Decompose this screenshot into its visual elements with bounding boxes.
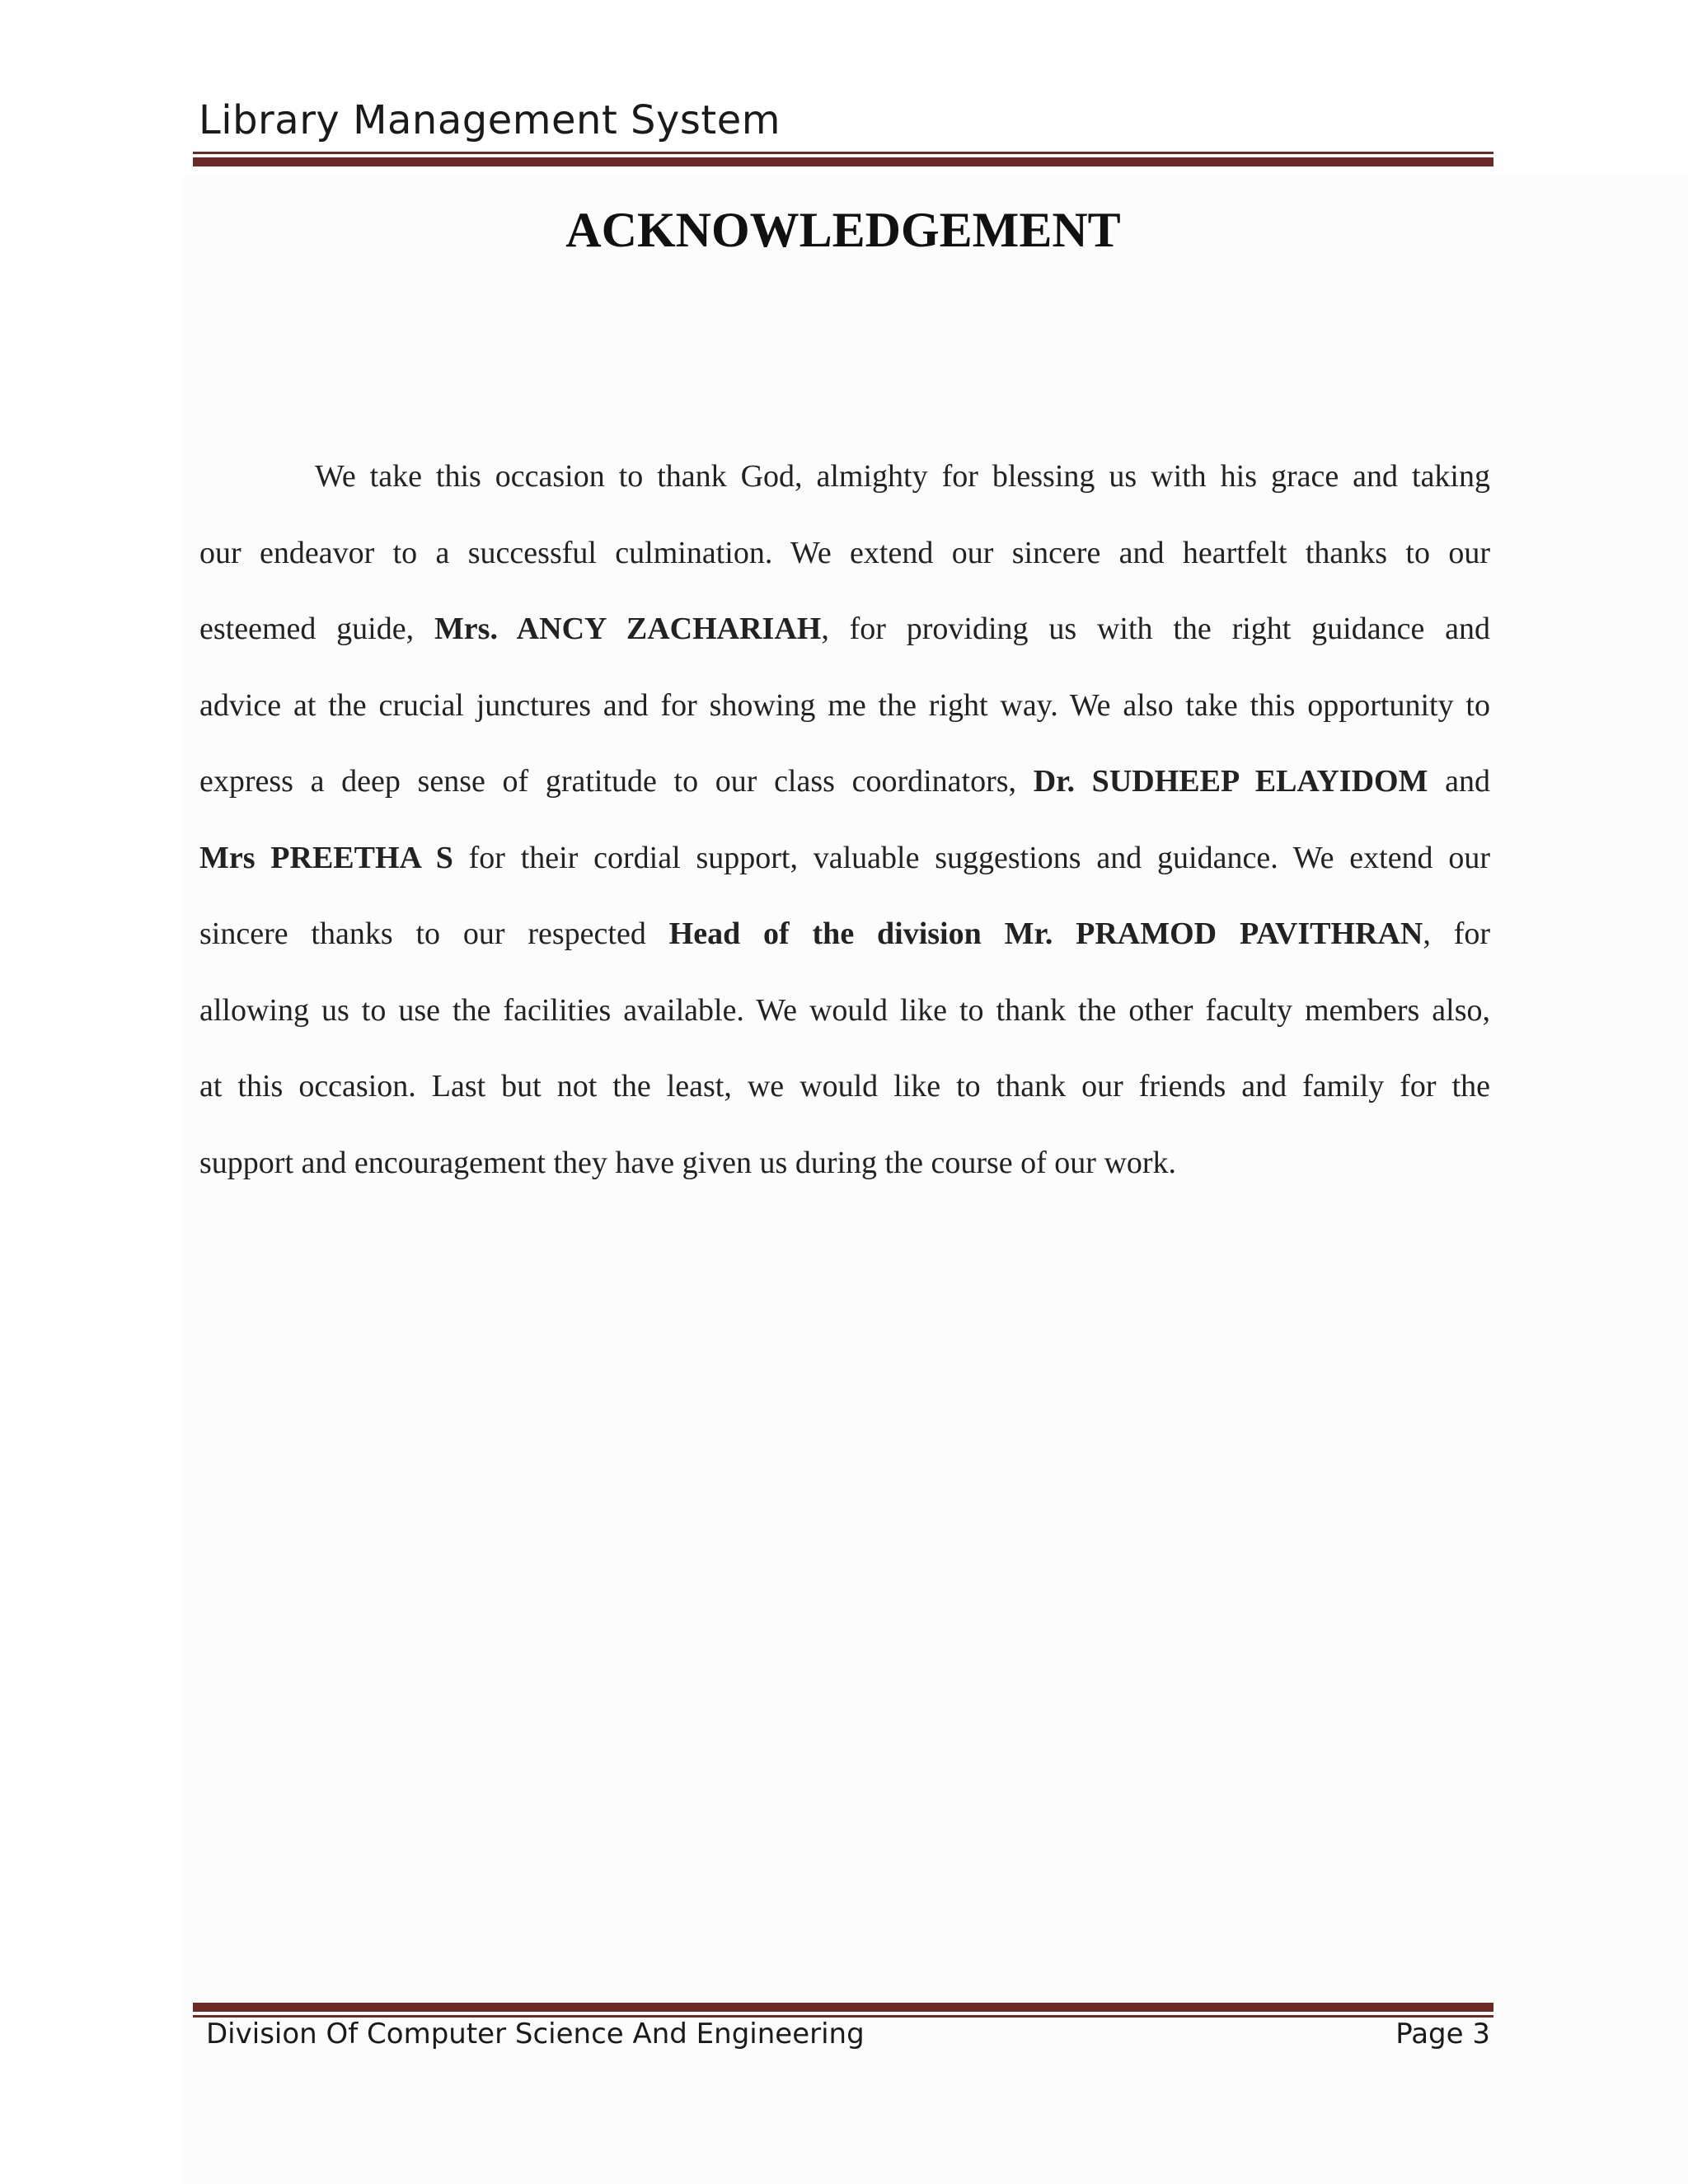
bold-name-text: Mrs. ANCY ZACHARIAH [434,612,822,646]
paragraph-line [199,1137,1490,1214]
paragraph-line [199,756,1490,832]
bold-name-text: Mrs PREETHA S [199,840,453,875]
footer-page-number: Page 3 [1395,2018,1490,2050]
paragraph-text: express a deep sense of gratitude to our class coordinators, [199,764,1034,799]
paragraph-text: our endeavor to a successful culmination. We extend our sincere and heartfelt thanks to our [199,535,1490,570]
paragraph-line [199,680,1490,757]
paragraph-line [199,527,1490,604]
paragraph-line [199,451,1490,527]
acknowledgement-paragraph [199,451,1490,1213]
paragraph-text: and [1428,764,1490,799]
page-heading: ACKNOWLEDGEMENT [565,203,1121,257]
paragraph-line [199,1061,1490,1137]
footer-rule-thick [193,2003,1493,2012]
header-rule-thick [193,157,1493,166]
paragraph-text: , for providing us with the right guidance and [821,612,1491,646]
paragraph-text: sincere thanks to our respected [199,916,669,951]
header-title: Library Management System [199,97,781,143]
paragraph-text: for their cordial support, valuable suggestions and guidance. We extend our [452,840,1491,875]
paragraph-text: esteemed guide, [199,612,434,646]
paragraph-text: at this occasion. Last but not the least, we would like to thank our friends and family for the [199,1069,1490,1104]
paragraph-line [199,908,1490,985]
paragraph-line [199,832,1490,909]
bold-name-text: Head of the division Mr. PRAMOD PAVITHRAN [668,916,1423,951]
header-rule-thin [193,152,1493,154]
paragraph-line [199,985,1490,1062]
footer-division: Division Of Computer Science And Engineering [206,2018,865,2050]
paragraph-text: We take this occasion to thank God, almighty for blessing us with his grace and taking [315,459,1490,494]
paragraph-text: support and encouragement they have given us during the course of our work. [199,1145,1177,1180]
paragraph-line [199,603,1490,680]
paragraph-text: advice at the crucial junctures and for showing me the right way. We also take this opportunity to [199,687,1490,723]
paragraph-text: allowing us to use the facilities available. We would like to thank the other faculty members also, [199,992,1490,1028]
paragraph-text: , for [1423,916,1490,951]
bold-name-text: Dr. SUDHEEP ELAYIDOM [1033,764,1428,799]
